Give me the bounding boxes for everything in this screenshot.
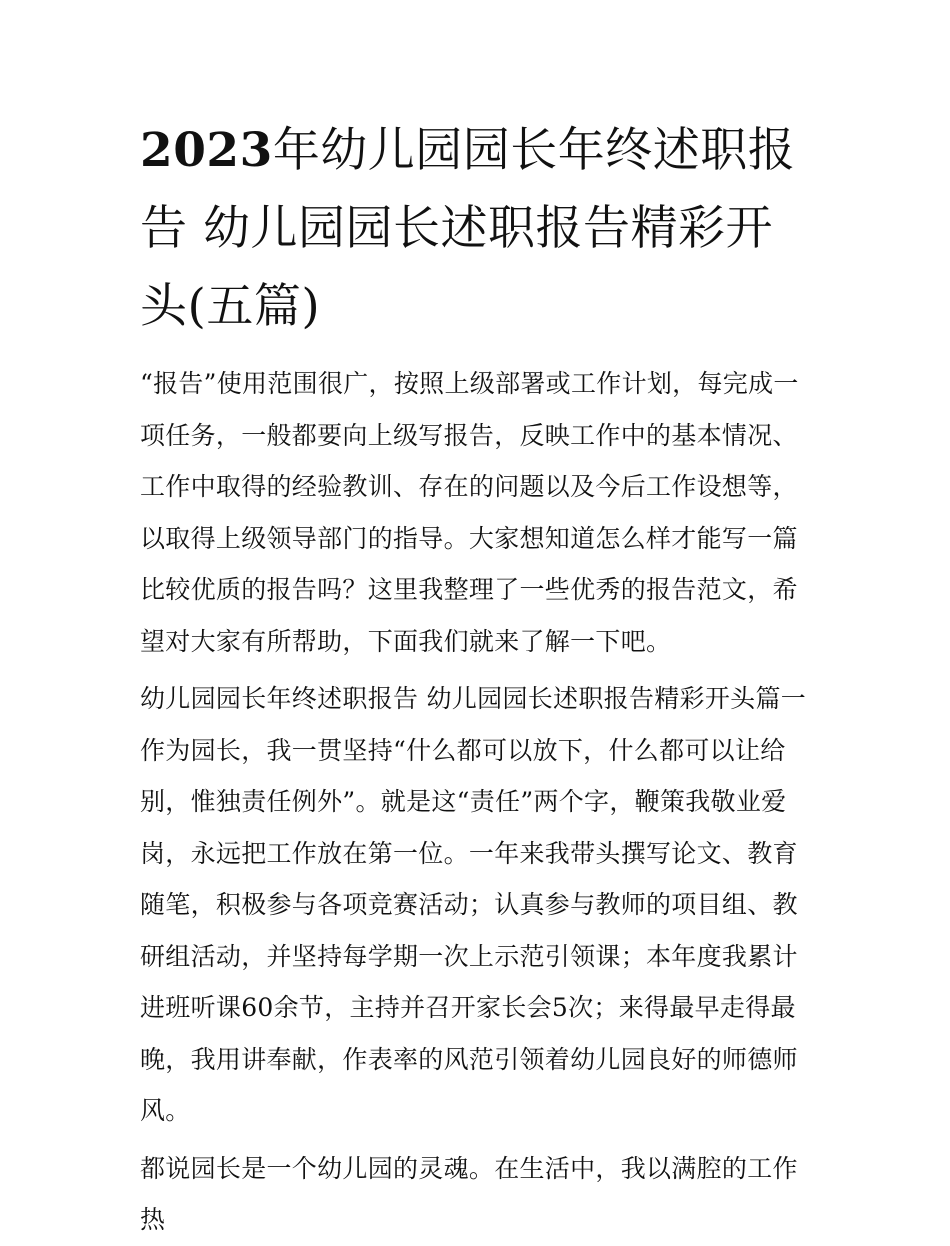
body-paragraph-2: 都说园长是一个幼儿园的灵魂。在生活中，我以满腔的工作热 xyxy=(140,1153,798,1234)
title-text: 年幼儿园园长年终述职报告 幼儿园园长述职报告精彩开头(五篇) xyxy=(140,123,796,334)
document-title xyxy=(140,112,820,346)
section-heading: 幼儿园园长年终述职报告 幼儿园园长述职报告精彩开头篇一 xyxy=(140,684,807,713)
document-page xyxy=(140,112,820,1246)
body-paragraph-1: 作为园长，我一贯坚持“什么都可以放下，什么都可以让给别，惟独责任例外”。就是这“责任”两个字，鞭策我敬业爱岗，永远把工作放在第一位。一年来我带头撰写论文、教育随笔，积极参与各项竞赛活动；认真参与教师的项目组、教研组活动，并坚持每学期一次上示范引领课；本年度我累计进班听课60余节，主持并召开家长会5次；来得最早走得最晚，我用讲奉献，作表率的风范引领着幼儿园良好的师德师风。 xyxy=(140,735,798,1125)
title-year: 2023 xyxy=(140,123,273,178)
intro-paragraph: “报告”使用范围很广，按照上级部署或工作计划，每完成一项任务，一般都要向上级写报告，反映工作中的基本情况、工作中取得的经验教训、存在的问题以及今后工作设想等，以取得上级领导部门的指导。大家想知道怎么样才能写一篇比较优质的报告吗？这里我整理了一些优秀的报告范文，希望对大家有所帮助，下面我们就来了解一下吧。 xyxy=(140,369,799,656)
document-body xyxy=(140,358,820,1246)
